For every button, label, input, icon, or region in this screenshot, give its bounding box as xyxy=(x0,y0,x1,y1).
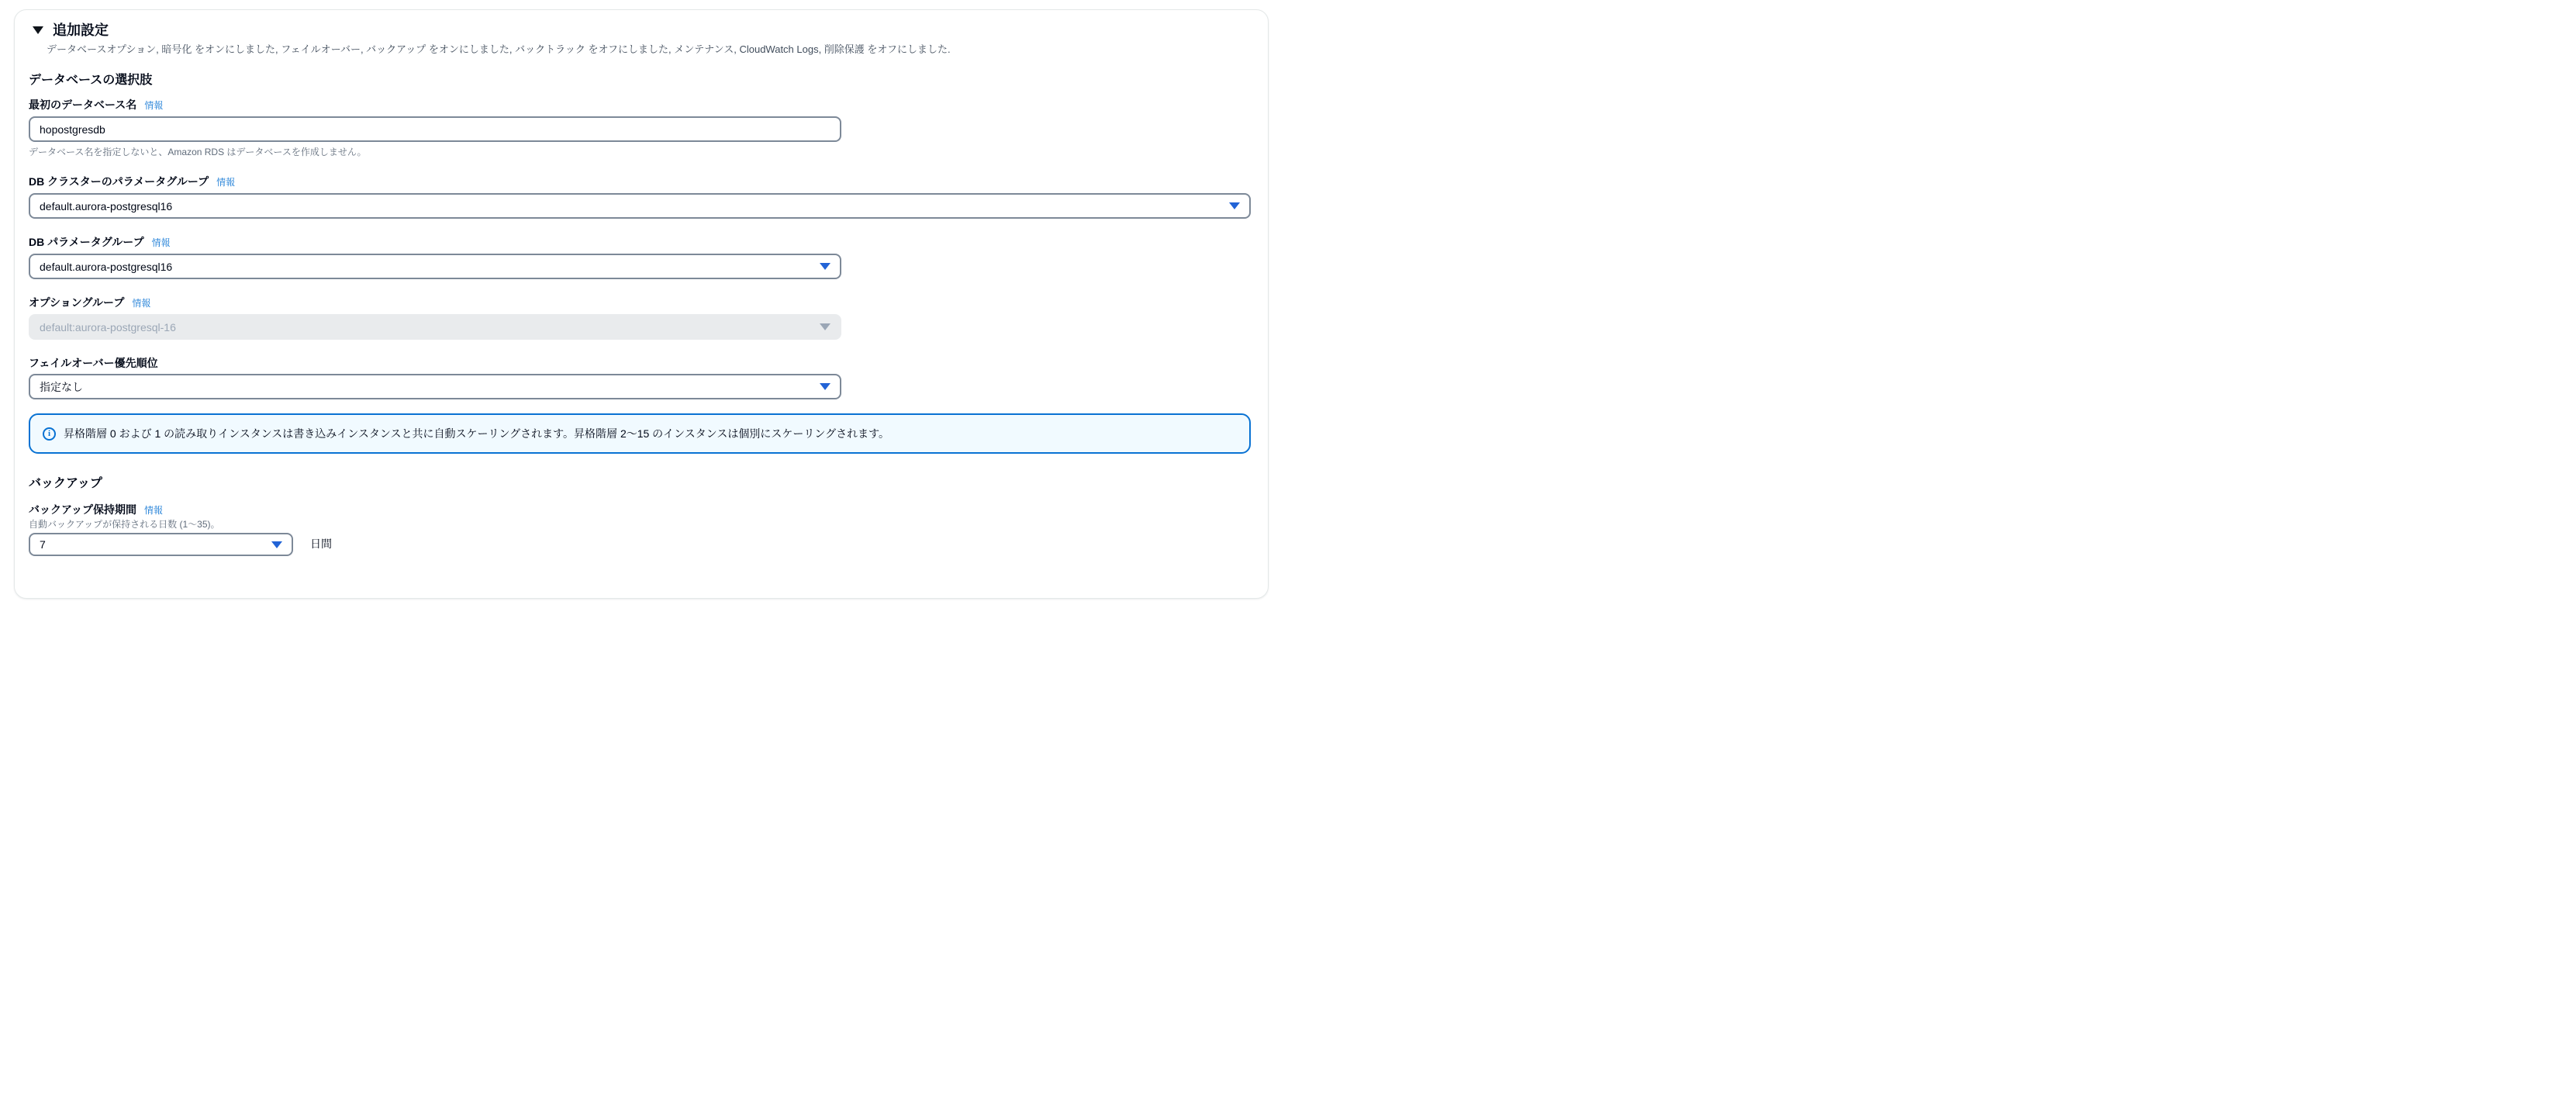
caret-down-icon xyxy=(820,263,830,270)
section-heading-database-choices: データベースの選択肢 xyxy=(29,74,153,87)
option-group-select-disabled xyxy=(29,314,841,340)
option-group-info-link[interactable]: 情報 xyxy=(132,298,151,309)
expander-caret-down-icon xyxy=(33,26,43,34)
initial-db-name-helper: データベース名を指定しないと、Amazon RDS はデータベースを作成しません。 xyxy=(29,147,367,157)
cluster-param-group-select[interactable] xyxy=(29,193,1251,219)
backup-retention-helper: 自動バックアップが保持される日数 (1〜35)。 xyxy=(29,519,220,530)
failover-priority-value: 指定なし xyxy=(40,380,83,393)
db-param-group-select[interactable] xyxy=(29,254,841,279)
backup-retention-info-link[interactable]: 情報 xyxy=(144,505,164,516)
expander-description: データベースオプション, 暗号化 をオンにしました, フェイルオーバー, バックアップ をオンにしました, バックトラック をオフにしました, メンテナンス, CloudWatch Logs, 削除保護 をオフにしました. xyxy=(47,43,951,55)
caret-down-icon xyxy=(1229,202,1240,209)
failover-priority-label: フェイルオーバー優先順位 xyxy=(29,357,158,369)
caret-down-icon xyxy=(271,541,282,548)
db-param-group-info-link[interactable]: 情報 xyxy=(151,237,171,248)
additional-settings-expander[interactable] xyxy=(33,20,1251,40)
option-group-value: default:aurora-postgresql-16 xyxy=(40,320,176,334)
cluster-param-group-value: default.aurora-postgresql16 xyxy=(40,199,173,213)
initial-db-name-info-link[interactable]: 情報 xyxy=(144,100,164,111)
additional-settings-card xyxy=(14,9,1269,599)
db-param-group-value: default.aurora-postgresql16 xyxy=(40,260,173,273)
section-heading-backup: バックアップ xyxy=(29,477,102,490)
initial-db-name-label: 最初のデータベース名 xyxy=(29,99,137,111)
db-param-group-label: DB パラメータグループ xyxy=(29,236,144,248)
caret-down-icon xyxy=(820,383,830,390)
backup-retention-select[interactable] xyxy=(29,533,293,556)
failover-priority-select[interactable] xyxy=(29,374,841,399)
backup-retention-value: 7 xyxy=(40,538,46,551)
option-group-label: オプショングループ xyxy=(29,296,125,309)
info-alert-text: 昇格階層 0 および 1 の読み取りインスタンスは書き込みインスタンスと共に自動スケーリングされます。昇格階層 2〜15 のインスタンスは個別にスケーリングされます。 xyxy=(64,427,889,440)
caret-down-icon xyxy=(820,323,830,330)
backup-retention-unit-label: 日間 xyxy=(310,537,332,550)
promotion-tier-info-alert xyxy=(29,413,1251,454)
expander-title: 追加設定 xyxy=(53,22,109,38)
info-circle-icon: i xyxy=(43,427,56,441)
cluster-param-group-info-link[interactable]: 情報 xyxy=(216,177,236,188)
initial-db-name-input[interactable] xyxy=(29,116,841,142)
cluster-param-group-label: DB クラスターのパラメータグループ xyxy=(29,175,209,188)
backup-retention-label: バックアップ保持期間 xyxy=(29,503,137,516)
